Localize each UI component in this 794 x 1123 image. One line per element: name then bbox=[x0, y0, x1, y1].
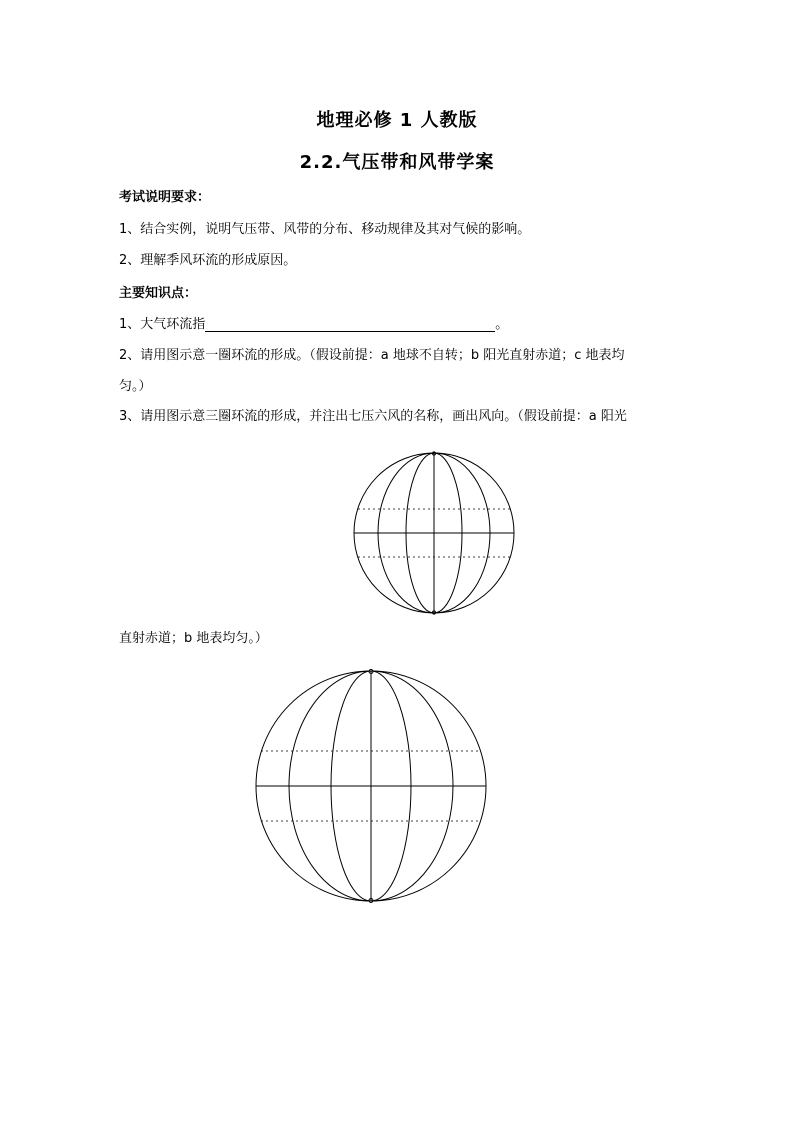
question-3-line-2: 直射赤道；b 地表均匀。） bbox=[119, 631, 268, 646]
question-1-suffix: 。 bbox=[495, 317, 509, 332]
question-2-line-2: 匀。） bbox=[119, 379, 152, 394]
question-3-line-1: 3、请用图示意三圈环流的形成，并注出七压六风的名称，画出风向。（假设前提：a 阳光 bbox=[119, 409, 627, 424]
document-title: 地理必修 1 人教版 bbox=[316, 110, 478, 131]
question-1-answer-blank[interactable] bbox=[205, 319, 495, 332]
exam-item-2: 2、理解季风环流的形成原因。 bbox=[119, 253, 297, 268]
document-subtitle: 2.2.气压带和风带学案 bbox=[299, 152, 495, 173]
question-1-prefix: 1、大气环流指 bbox=[119, 317, 206, 332]
question-2-line-1: 2、请用图示意一圈环流的形成。（假设前提：a 地球不自转；b 阳光直射赤道；c 地表均 bbox=[119, 348, 625, 363]
exam-item-1: 1、结合实例，说明气压带、风带的分布、移动规律及其对气候的影响。 bbox=[119, 222, 531, 237]
exam-heading: 考试说明要求： bbox=[119, 190, 211, 205]
globe-diagram-small[interactable] bbox=[353, 452, 515, 614]
question-1 bbox=[119, 313, 508, 332]
globe-diagram-large[interactable] bbox=[255, 670, 487, 902]
knowledge-heading: 主要知识点： bbox=[119, 286, 198, 301]
